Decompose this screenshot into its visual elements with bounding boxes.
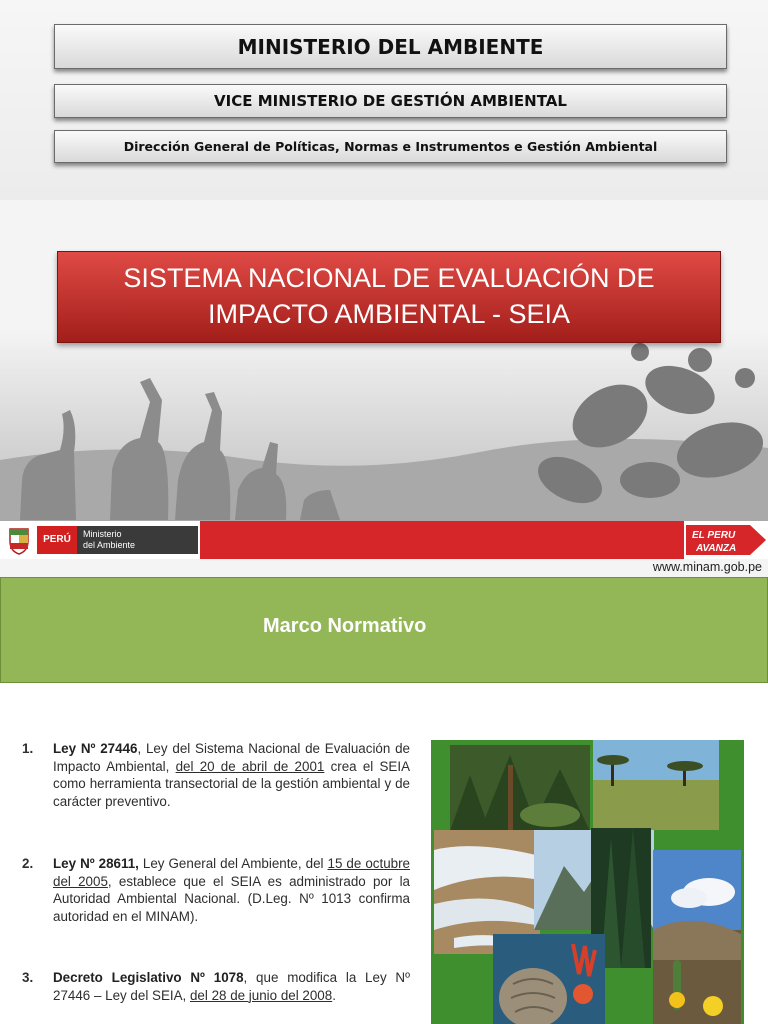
peru-coat-of-arms-icon bbox=[4, 525, 34, 555]
seia-title-line-1: SISTEMA NACIONAL DE EVALUACIÓN DE bbox=[123, 263, 655, 293]
el-peru-avanza-logo bbox=[684, 521, 768, 559]
law-number: 3. bbox=[22, 970, 34, 985]
law-number: 1. bbox=[22, 741, 34, 756]
directorate-header: Dirección General de Políticas, Normas e Instrumentos e Gestión Ambiental bbox=[54, 130, 727, 163]
avanza-line-1: EL PERU bbox=[692, 530, 736, 541]
coral-reef-photo bbox=[493, 934, 605, 1024]
law-date: del 20 de abril de 2001 bbox=[175, 758, 325, 774]
peru-label: PERÚ bbox=[37, 526, 77, 554]
forest-photo bbox=[450, 745, 590, 831]
law-name: Decreto Legislativo Nº 1078 bbox=[53, 970, 244, 985]
savanna-photo bbox=[593, 740, 719, 830]
law-date: 15 de octubre del 2005 bbox=[53, 856, 410, 889]
website-url[interactable]: www.minam.gob.pe bbox=[652, 560, 762, 574]
background-scene-image bbox=[0, 330, 768, 524]
ministry-header: MINISTERIO DEL AMBIENTE bbox=[54, 24, 727, 69]
vice-ministry-header: VICE MINISTERIO DE GESTIÓN AMBIENTAL bbox=[54, 84, 727, 118]
legal-framework-slide: Marco Normativo 1. Ley Nº 27446, Ley del Sistema Nacional de Evaluación de Impacto Ambiental, del 20 de abril de 2001 crea el SEIA como herramienta transectorial de la gestión ambiental y de carácter preventivo. 2. Ley Nº 28611, Ley General del Ambiente, del 15 de octubre del 2005, establece que el SEIA es administrado por la Autoridad Ambiental Nacional. (D.Leg. Nº 1013 confirma autoridad en el MINAM). 3. Decreto Legislativo Nº 1078, que modifica la Ley Nº 27446 – Ley del SEIA, del 28 de junio del 2008. bbox=[0, 577, 768, 1024]
desert-cactus-photo bbox=[653, 850, 741, 1024]
avanza-line-2: AVANZA bbox=[696, 543, 737, 554]
law-number: 2. bbox=[22, 856, 34, 871]
seia-title-line-2: IMPACTO AMBIENTAL - SEIA bbox=[207, 299, 571, 329]
ministry-label: Ministerio del Ambiente bbox=[77, 526, 198, 554]
seia-title-box bbox=[57, 251, 721, 343]
section-title: Marco Normativo bbox=[263, 615, 427, 637]
law-name: Ley Nº 28611, bbox=[53, 856, 139, 871]
ecosystem-photo-collage bbox=[431, 740, 744, 1024]
footer-red-strip bbox=[200, 521, 684, 559]
law-date: del 28 de junio del 2008 bbox=[189, 987, 333, 1003]
law-name: Ley Nº 27446 bbox=[53, 741, 138, 756]
minam-logo bbox=[0, 521, 200, 559]
footer-bar bbox=[0, 521, 768, 559]
section-banner bbox=[0, 577, 768, 683]
